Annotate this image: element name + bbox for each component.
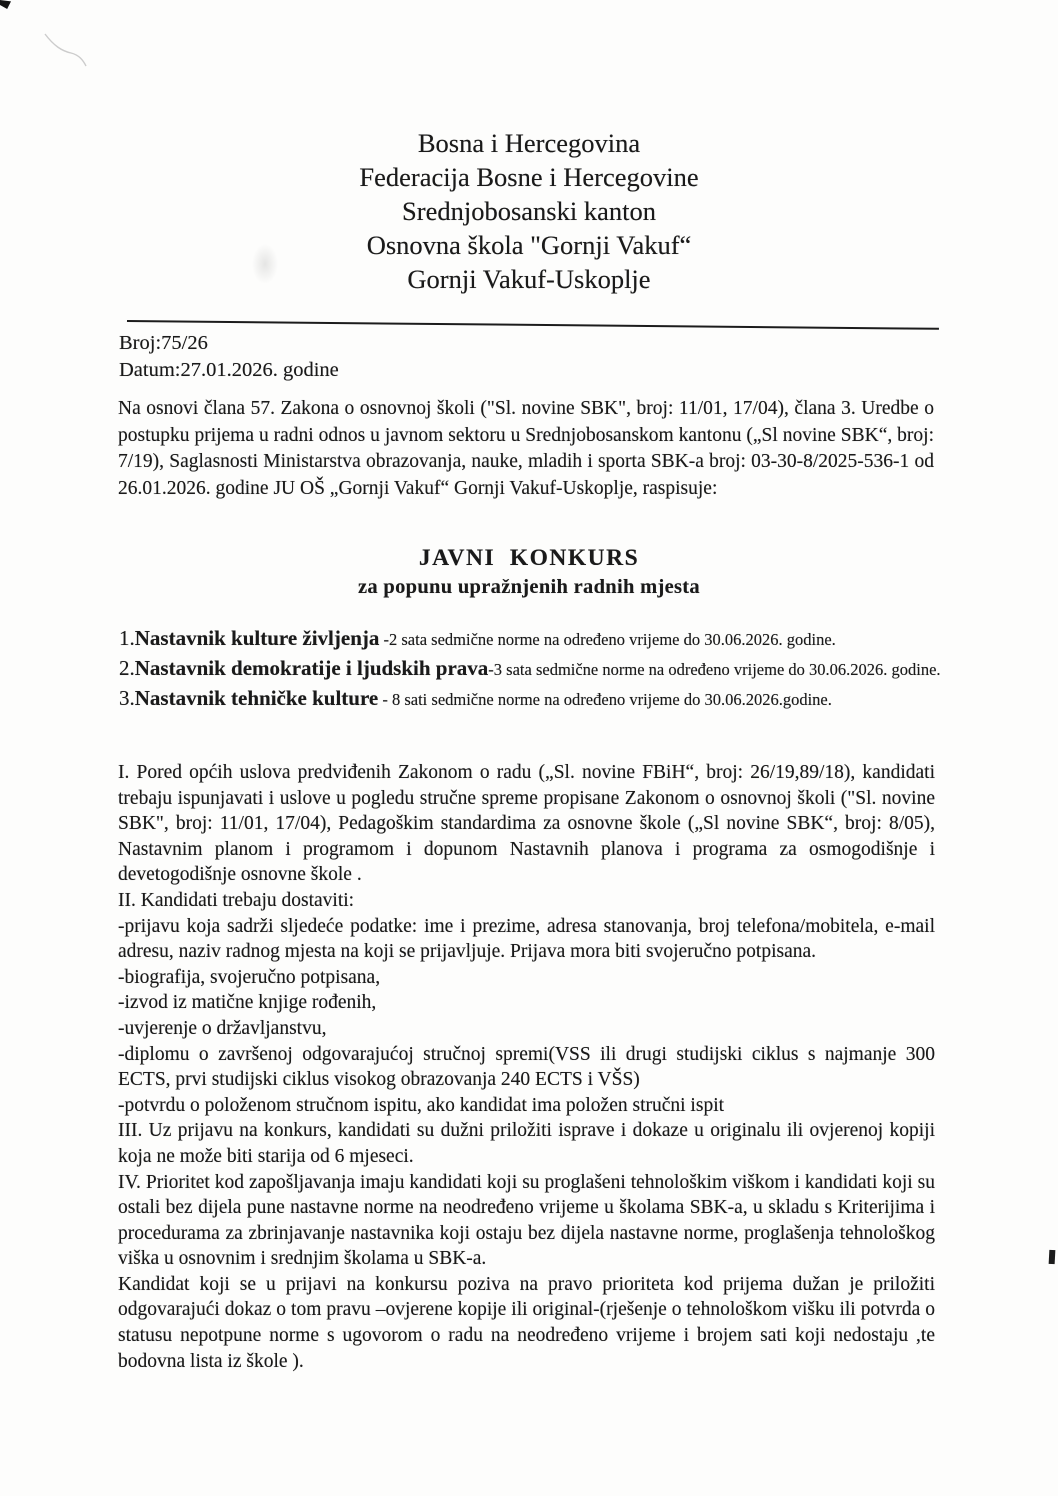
conditions-sections [118, 760, 935, 1374]
section-IV-continued: Kandidat koji se u prijavi na konkursu poziva na pravo prioriteta kod prijema dužan je priložiti odgovarajući dokaz o tom pravu –ovjerene kopije ili original-(rješenje o tehnološkom višku ili potvrda o statusu nepotpune norme s ugovorom o radu na neodređeno vrijeme i brojem sati koji nedostaju ,te bodovna lista iz škole ). [118, 1273, 935, 1372]
position-item [119, 684, 953, 714]
letterhead-line-federation: Federacija Bosne i Hercegovine [359, 162, 699, 192]
position-detail: - 8 sati sedmične norme na određeno vrijeme do 30.06.2026.godine. [378, 690, 832, 709]
position-detail: -2 sata sedmične norme na određeno vrijeme do 30.06.2026. godine. [379, 630, 836, 649]
horizontal-rule [127, 320, 939, 330]
position-number: 3. [119, 686, 135, 710]
position-name: Nastavnik demokratije i ljudskih prava [134, 656, 489, 680]
scan-artifact-edge-mark [1049, 1250, 1056, 1264]
legal-basis-paragraph: Na osnovi člana 57. Zakona o osnovnoj školi ("Sl. novine SBK", broj: 11/01, 17/04), člana 3. Uredbe o postupku prijema u radni odnos u javnom sektoru u Srednjobosanskom kantonu („Sl novine SBK“, broj: 7/19), Saglasnosti Ministarstva obrazovanja, nauke, mladih i sporta SBK-a broj: 03-30-8/2025-536-1 od 26.01.2026. godine JU OŠ „Gornji Vakuf“ Gornji Vakuf-Uskoplje, raspisuje: [118, 398, 934, 499]
letterhead-line-school: Osnovna škola "Gornji Vakuf“ [366, 230, 692, 260]
section-IV: IV. Prioritet kod zapošljavanja imaju kandidati koji su proglašeni tehnološkim viškom i kandidati koji su ostali bez dijela pune nastavne norme na neodređeno vrijeme u školama SBK-a, u skladu s Kriterijima i procedurama za zbrinjavanje nastavnika koji ostaju bez dijela nastavne norme, proglašenja tehnološkog viška u osnovnim i srednjim školama u SBK-a. [118, 1171, 935, 1270]
position-number: 2. [119, 656, 135, 680]
document-subtitle: za popunu upražnjenih radnih mjesta [358, 576, 700, 598]
title-block [0, 545, 1058, 599]
scan-artifact-scratch [42, 30, 90, 74]
letterhead-line-country: Bosna i Hercegovina [417, 128, 641, 158]
position-name: Nastavnik tehničke kulture [134, 686, 379, 710]
section-I: I. Pored općih uslova predviđenih Zakonom o radu („Sl. novine FBiH“, broj: 26/19,89/18), kandidati trebaju ispunjavati i uslove u pogledu stručne spreme propisane Zakonom o osnovnoj školi ("Sl. novine SBK", broj: 11/01, 17/04), Pedagoškim standardima za osnovne škole („Sl novine SBK“, broj: 8/05), Nastavnim planom i programom i dopunom Nastavnih planova i programa za osmogodišnje i devetogodišnje osnovne škole . [118, 762, 935, 886]
section-II-heading: II. Kandidati trebaju dostaviti: [118, 889, 355, 911]
section-III: III. Uz prijavu na konkurs, kandidati su dužni priložiti isprave i dokaze u originalu ili ovjerenoj kopiji koja ne može biti starija od 6 mjeseci. [118, 1120, 935, 1167]
positions-list [119, 624, 953, 714]
requirement-exam-certificate: -potvrdu o položenom stručnom ispitu, ako kandidat ima položen stručni ispit [118, 1094, 725, 1116]
position-detail: -3 sata sedmične norme na određeno vrijeme do 30.06.2026. godine. [488, 660, 941, 679]
position-item [119, 624, 953, 654]
letterhead-line-canton: Srednjobosanski kanton [402, 196, 656, 226]
requirement-biography: -biografija, svojeručno potpisana, [118, 966, 381, 988]
reference-block [119, 330, 339, 384]
requirement-citizenship: -uvjerenje o državljanstvu, [118, 1017, 327, 1039]
requirement-birth-certificate: -izvod iz matične knjige rođenih, [118, 992, 377, 1014]
letterhead [0, 126, 1058, 296]
document-title: JAVNI KONKURS [418, 545, 640, 571]
position-name: Nastavnik kulture življenja [134, 626, 380, 650]
scan-artifact-corner [0, 0, 11, 9]
document-date: Datum:27.01.2026. godine [119, 359, 339, 381]
requirement-application: -prijavu koja sadrži sljedeće podatke: ime i prezime, adresa stanovanja, broj telefona/mobitela, e-mail adresu, naziv radnog mjesta na koji se prijavljuje. Prijava mora biti svojeručno potpisana. [118, 915, 935, 963]
position-number: 1. [119, 626, 135, 650]
position-item [119, 654, 953, 684]
requirement-diploma: -diplomu o završenoj odgovarajućoj stručnoj spremi(VSS ili drugi studijski ciklus s najmanje 300 ECTS, prvi studijski ciklus visokog obrazovanja 240 ECTS i VŠS) [118, 1043, 935, 1091]
letterhead-line-city: Gornji Vakuf-Uskoplje [407, 264, 651, 294]
document-number: Broj:75/26 [119, 332, 208, 354]
